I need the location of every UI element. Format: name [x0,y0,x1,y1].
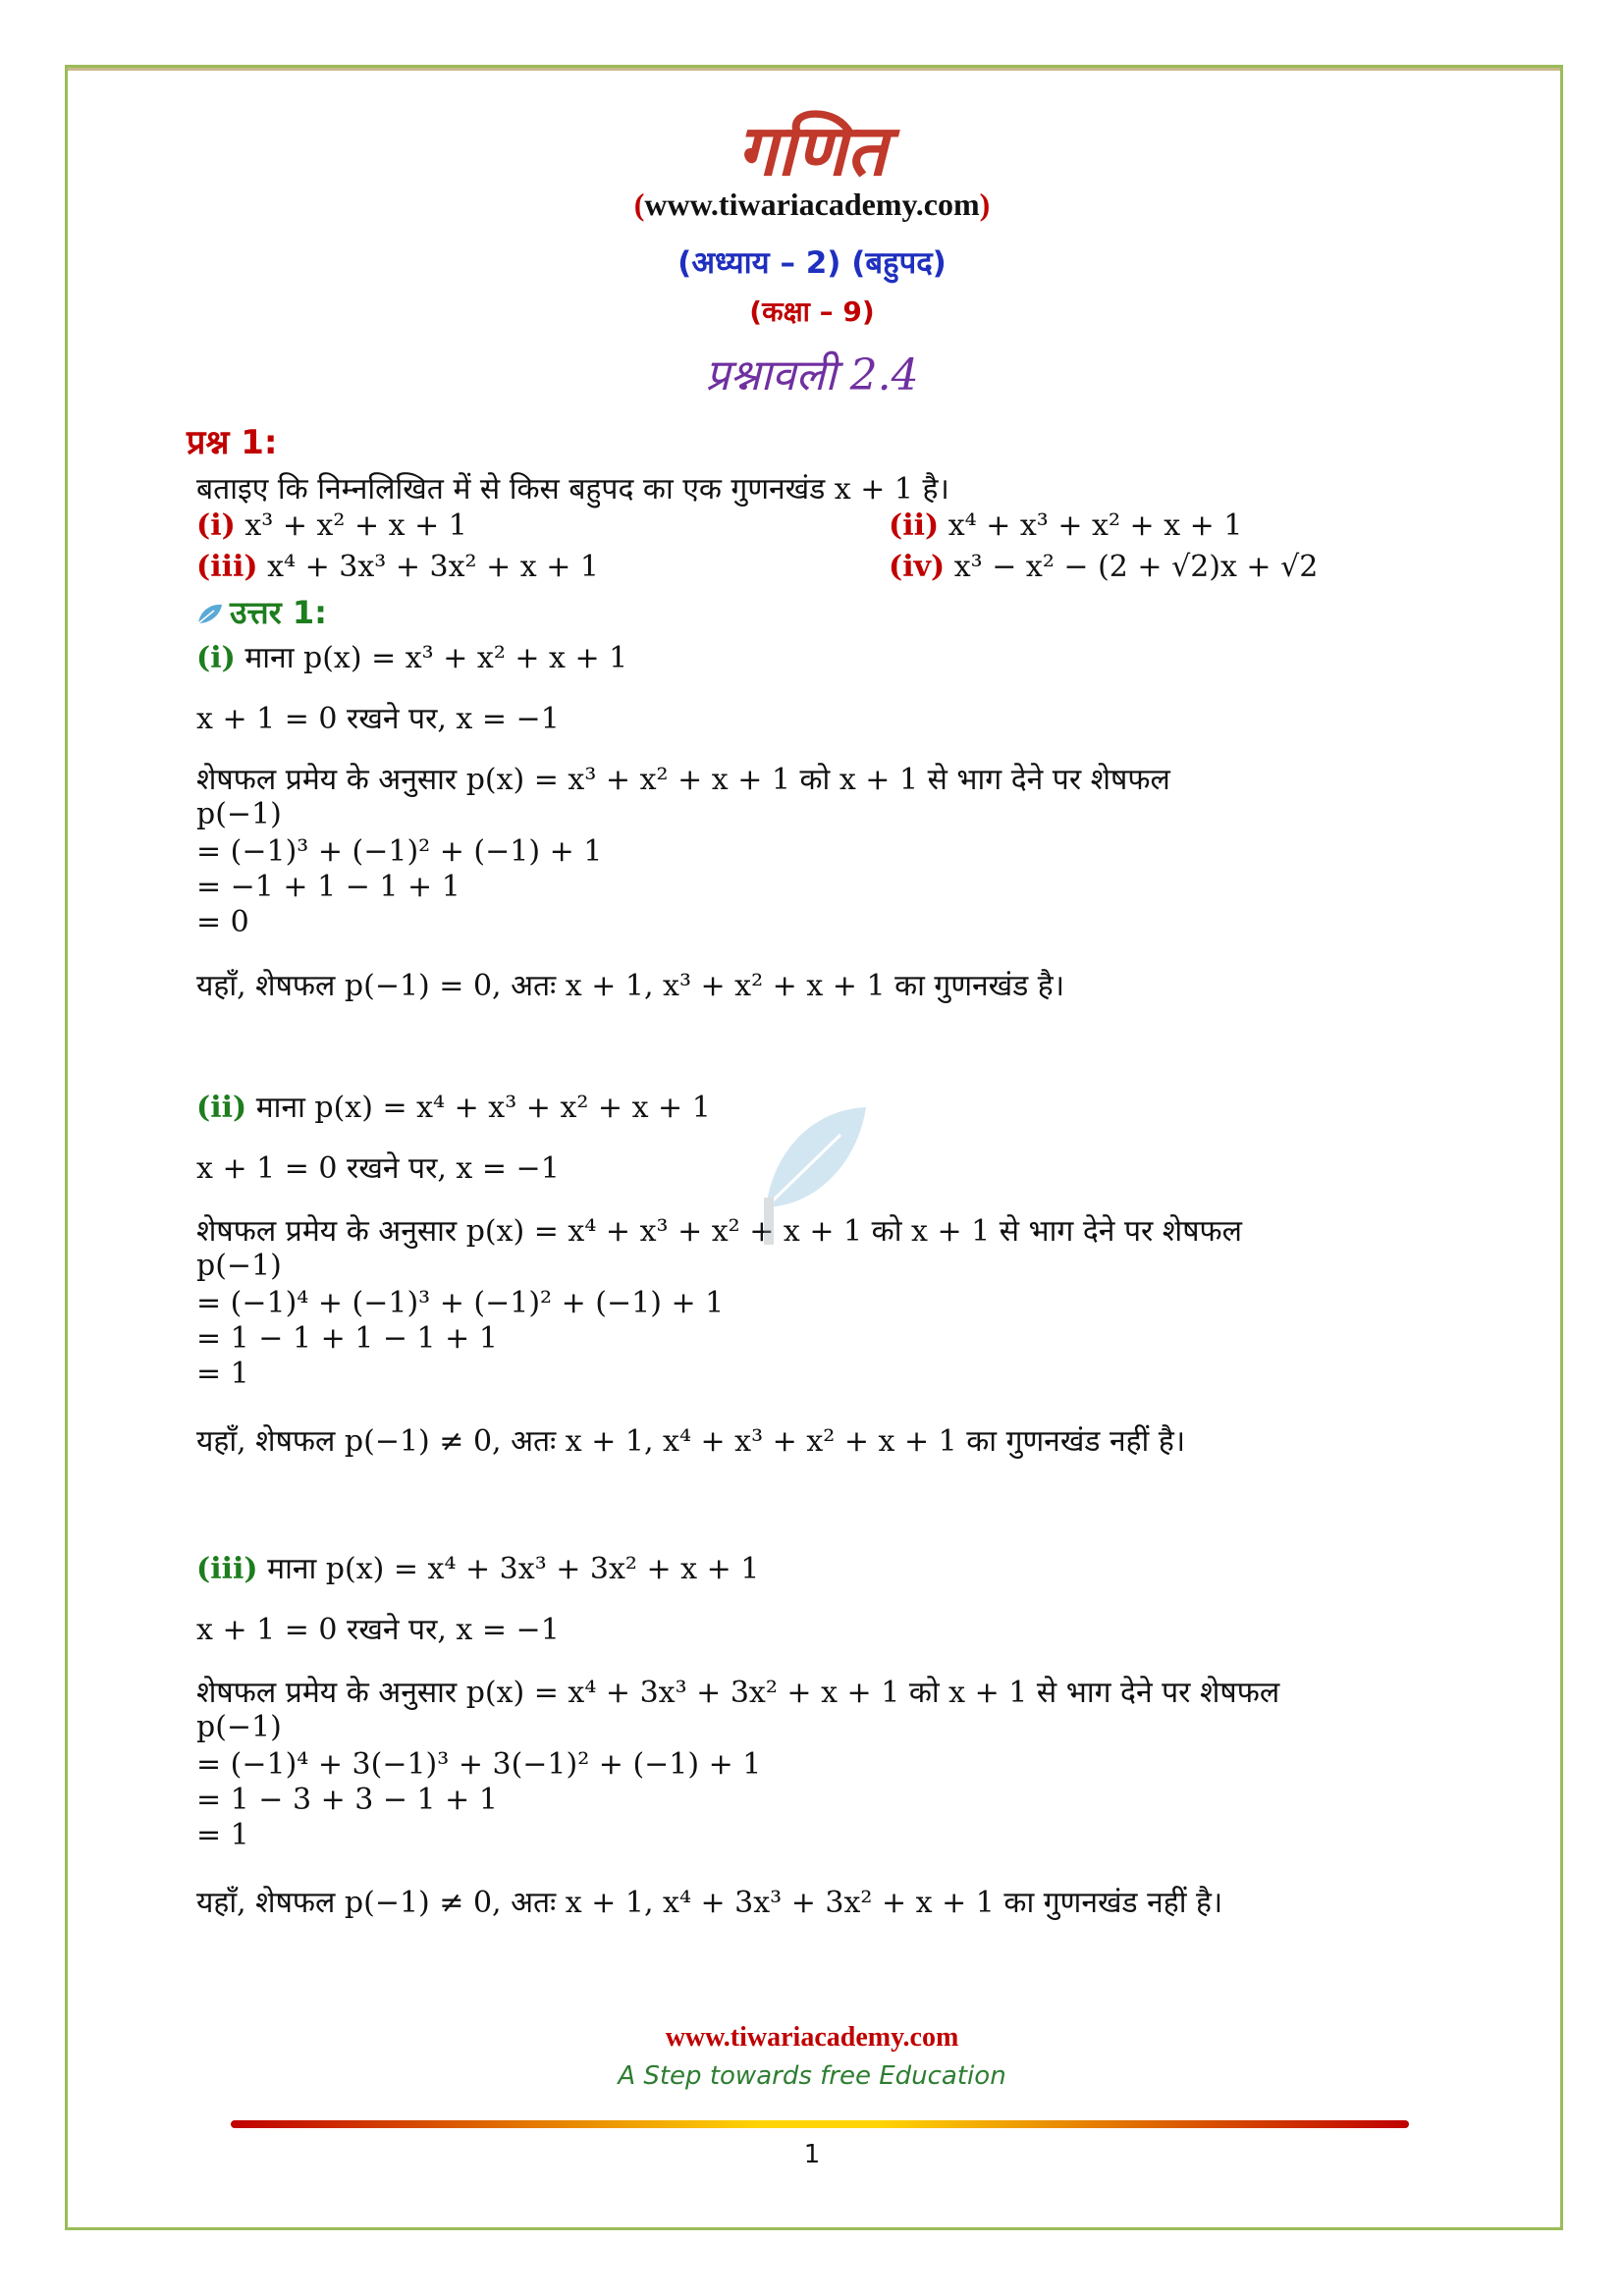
part-let-text: माना p(x) = x⁴ + x³ + x² + x + 1 [255,1091,711,1125]
part-iii-let [196,1547,759,1587]
answer-heading-text: उत्तर 1: [230,594,327,631]
part-iii-step: p(−1) [196,1710,282,1744]
page-title: गणित [736,109,888,191]
part-ii-put: x + 1 = 0 रखने पर, x = −1 [196,1151,560,1186]
part-label: (i) [196,641,236,675]
site-url: www.tiwariacademy.com [644,187,980,222]
question-text: बताइए कि निम्नलिखित में से किस बहुपद का एक गुणनखंड x + 1 है। [196,472,949,507]
exercise-heading: प्रश्नावली 2.4 [705,350,919,400]
part-iii-theorem: शेषफल प्रमेय के अनुसार p(x) = x⁴ + 3x³ + 3x² + x + 1 को x + 1 से भाग देने पर शेषफल [196,1676,1280,1710]
footer-tagline: A Step towards free Education [618,2061,1006,2091]
footer-website: www.tiwariacademy.com [665,2022,959,2053]
part-label: (iii) [196,1552,258,1586]
option-iv [889,550,1318,584]
leaf-logo-icon [194,602,224,627]
part-ii-let [196,1086,711,1126]
part-label: (ii) [196,1091,247,1125]
part-i-theorem: शेषफल प्रमेय के अनुसार p(x) = x³ + x² + x + 1 को x + 1 से भाग देने पर शेषफल [196,763,1170,797]
part-ii-step: = 1 − 1 + 1 − 1 + 1 [196,1321,498,1356]
option-expr: x⁴ + x³ + x² + x + 1 [947,508,1243,543]
option-label: (i) [196,508,236,543]
option-label: (iv) [889,550,946,584]
option-label: (iii) [196,550,258,584]
part-iii-step: = (−1)⁴ + 3(−1)³ + 3(−1)² + (−1) + 1 [196,1747,762,1782]
question-heading: प्रश्न 1: [187,423,278,462]
option-label: (ii) [889,508,940,543]
footer-divider [231,2120,1409,2128]
part-let-text: माना p(x) = x³ + x² + x + 1 [244,641,628,675]
part-ii-step: = (−1)⁴ + (−1)³ + (−1)² + (−1) + 1 [196,1286,725,1320]
option-i [196,508,467,543]
class-heading: (कक्षा – 9) [749,295,875,328]
header-website [0,187,1624,223]
option-expr: x³ − x² − (2 + √2)x + √2 [953,550,1319,584]
option-expr: x⁴ + 3x³ + 3x² + x + 1 [267,550,599,584]
part-iii-put: x + 1 = 0 रखने पर, x = −1 [196,1613,560,1647]
answer-heading [194,591,327,633]
part-iii-step: = 1 − 3 + 3 − 1 + 1 [196,1783,498,1817]
part-ii-theorem: शेषफल प्रमेय के अनुसार p(x) = x⁴ + x³ + x² + x + 1 को x + 1 से भाग देने पर शेषफल [196,1214,1243,1249]
chapter-heading: (अध्याय – 2) (बहुपद) [677,245,947,281]
part-i-step: = (−1)³ + (−1)² + (−1) + 1 [196,834,603,869]
part-i-let [196,636,627,676]
option-ii [889,508,1242,543]
site-paren-open: ( [633,187,645,222]
part-i-step: = 0 [196,905,249,939]
watermark-leaf-icon [756,1099,874,1247]
part-let-text: माना p(x) = x⁴ + 3x³ + 3x² + x + 1 [267,1552,760,1586]
part-i-step: p(−1) [196,797,282,831]
part-ii-conclusion: यहाँ, शेषफल p(−1) ≠ 0, अतः x + 1, x⁴ + x³ + x² + x + 1 का गुणनखंड नहीं है। [196,1424,1186,1459]
part-i-conclusion: यहाँ, शेषफल p(−1) = 0, अतः x + 1, x³ + x² + x + 1 का गुणनखंड है। [196,969,1065,1003]
part-i-put: x + 1 = 0 रखने पर, x = −1 [196,702,560,736]
page-number: 1 [803,2140,821,2169]
option-expr: x³ + x² + x + 1 [244,508,467,543]
part-ii-step: = 1 [196,1357,249,1391]
option-iii [196,550,599,584]
part-ii-step: p(−1) [196,1249,282,1283]
part-iii-conclusion: यहाँ, शेषफल p(−1) ≠ 0, अतः x + 1, x⁴ + 3x³ + 3x² + x + 1 का गुणनखंड नहीं है। [196,1886,1223,1920]
part-i-step: = −1 + 1 − 1 + 1 [196,870,460,904]
site-paren-close: ) [979,187,991,222]
part-iii-step: = 1 [196,1818,249,1852]
